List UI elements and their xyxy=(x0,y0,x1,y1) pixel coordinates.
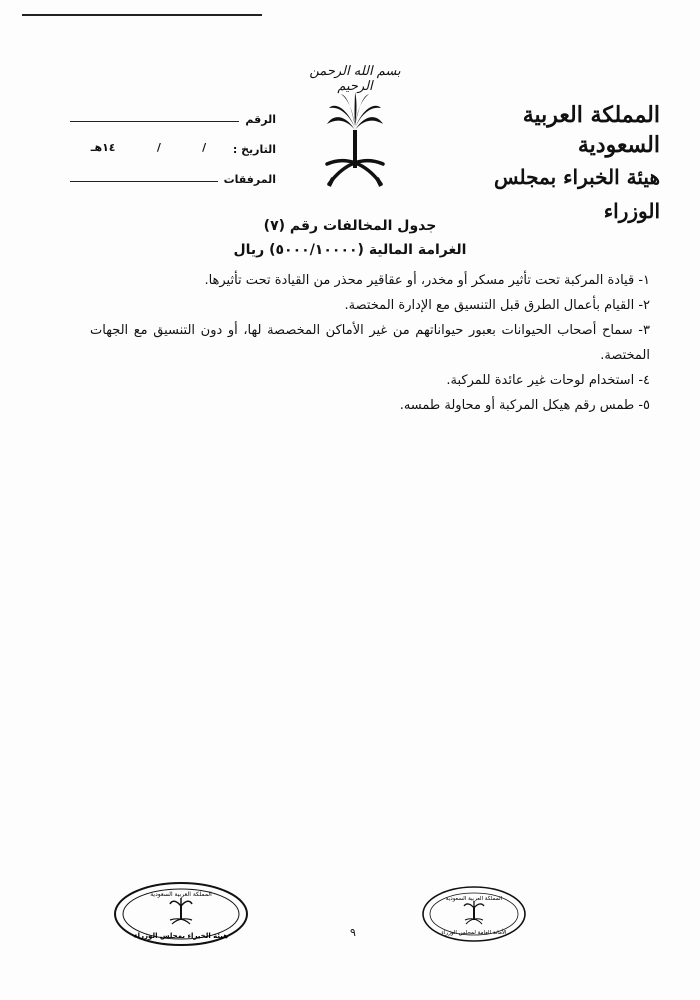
letter-metadata xyxy=(70,96,276,186)
stamp-right-top-text: المملكة العربية السعودية xyxy=(445,896,503,902)
document-title: جدول المخالفات رقم (٧) xyxy=(263,218,437,234)
stamp-right-emblem-icon xyxy=(464,901,484,924)
reference-blank xyxy=(70,107,239,122)
list-item: ٢- القيام بأعمال الطرق قبل التنسيق مع الإدارة المختصة. xyxy=(344,298,650,313)
date-day-separator: / xyxy=(202,141,207,154)
date-label: التاريخ : xyxy=(232,143,276,156)
violations-list xyxy=(90,268,650,418)
reference-label: الرقم xyxy=(245,113,276,126)
document-subtitle: الغرامة المالية (٥٠٠٠/١٠٠٠٠) ريال xyxy=(233,242,467,258)
date-month-separator: / xyxy=(156,141,161,154)
date-blank xyxy=(70,141,227,156)
attachments-blank xyxy=(70,167,218,182)
page-number: ٩ xyxy=(350,926,356,939)
organization-header xyxy=(440,100,660,228)
stamp-right-bottom-text: الأمانة العامة لمجلس الوزراء xyxy=(441,930,507,936)
attachments-row xyxy=(70,156,276,186)
list-item: ٥- طمس رقم هيكل المركبة أو محاولة طمسه. xyxy=(399,398,650,413)
org-country-name: المملكة العربية السعودية xyxy=(522,102,660,158)
list-item: ١- قيادة المركبة تحت تأثير مسكر أو مخدر، أو عقاقير محذر من القيادة تحت تأثيرها. xyxy=(204,273,650,288)
palm-swords-emblem-icon xyxy=(325,92,385,192)
org-authority-name: هيئة الخبراء بمجلس الوزراء xyxy=(493,165,660,223)
date-row xyxy=(70,126,276,156)
reference-row xyxy=(70,96,276,126)
stamp-left-emblem-icon xyxy=(170,898,192,924)
top-rule xyxy=(22,14,262,16)
stamp-left-top-text: المملكة العربية السعودية xyxy=(150,891,212,898)
official-stamp-left xyxy=(112,880,250,948)
date-year-suffix: ١٤هـ xyxy=(90,141,116,154)
official-stamp-right xyxy=(420,884,528,944)
stamp-left-bottom-text: هيئة الخبراء بمجلس الوزراء xyxy=(134,932,228,940)
attachments-label: المرفقات xyxy=(223,173,276,186)
list-item: ٤- استخدام لوحات غير عائدة للمركبة. xyxy=(446,373,650,388)
list-item: ٣- سماح أصحاب الحيوانات بعبور حيواناتهم من غير الأماكن المخصصة لها، أو دون التنسيق مع الجهات المختصة. xyxy=(90,323,650,363)
basmala-heading: بسم الله الرحمن الرحيم xyxy=(309,64,401,94)
